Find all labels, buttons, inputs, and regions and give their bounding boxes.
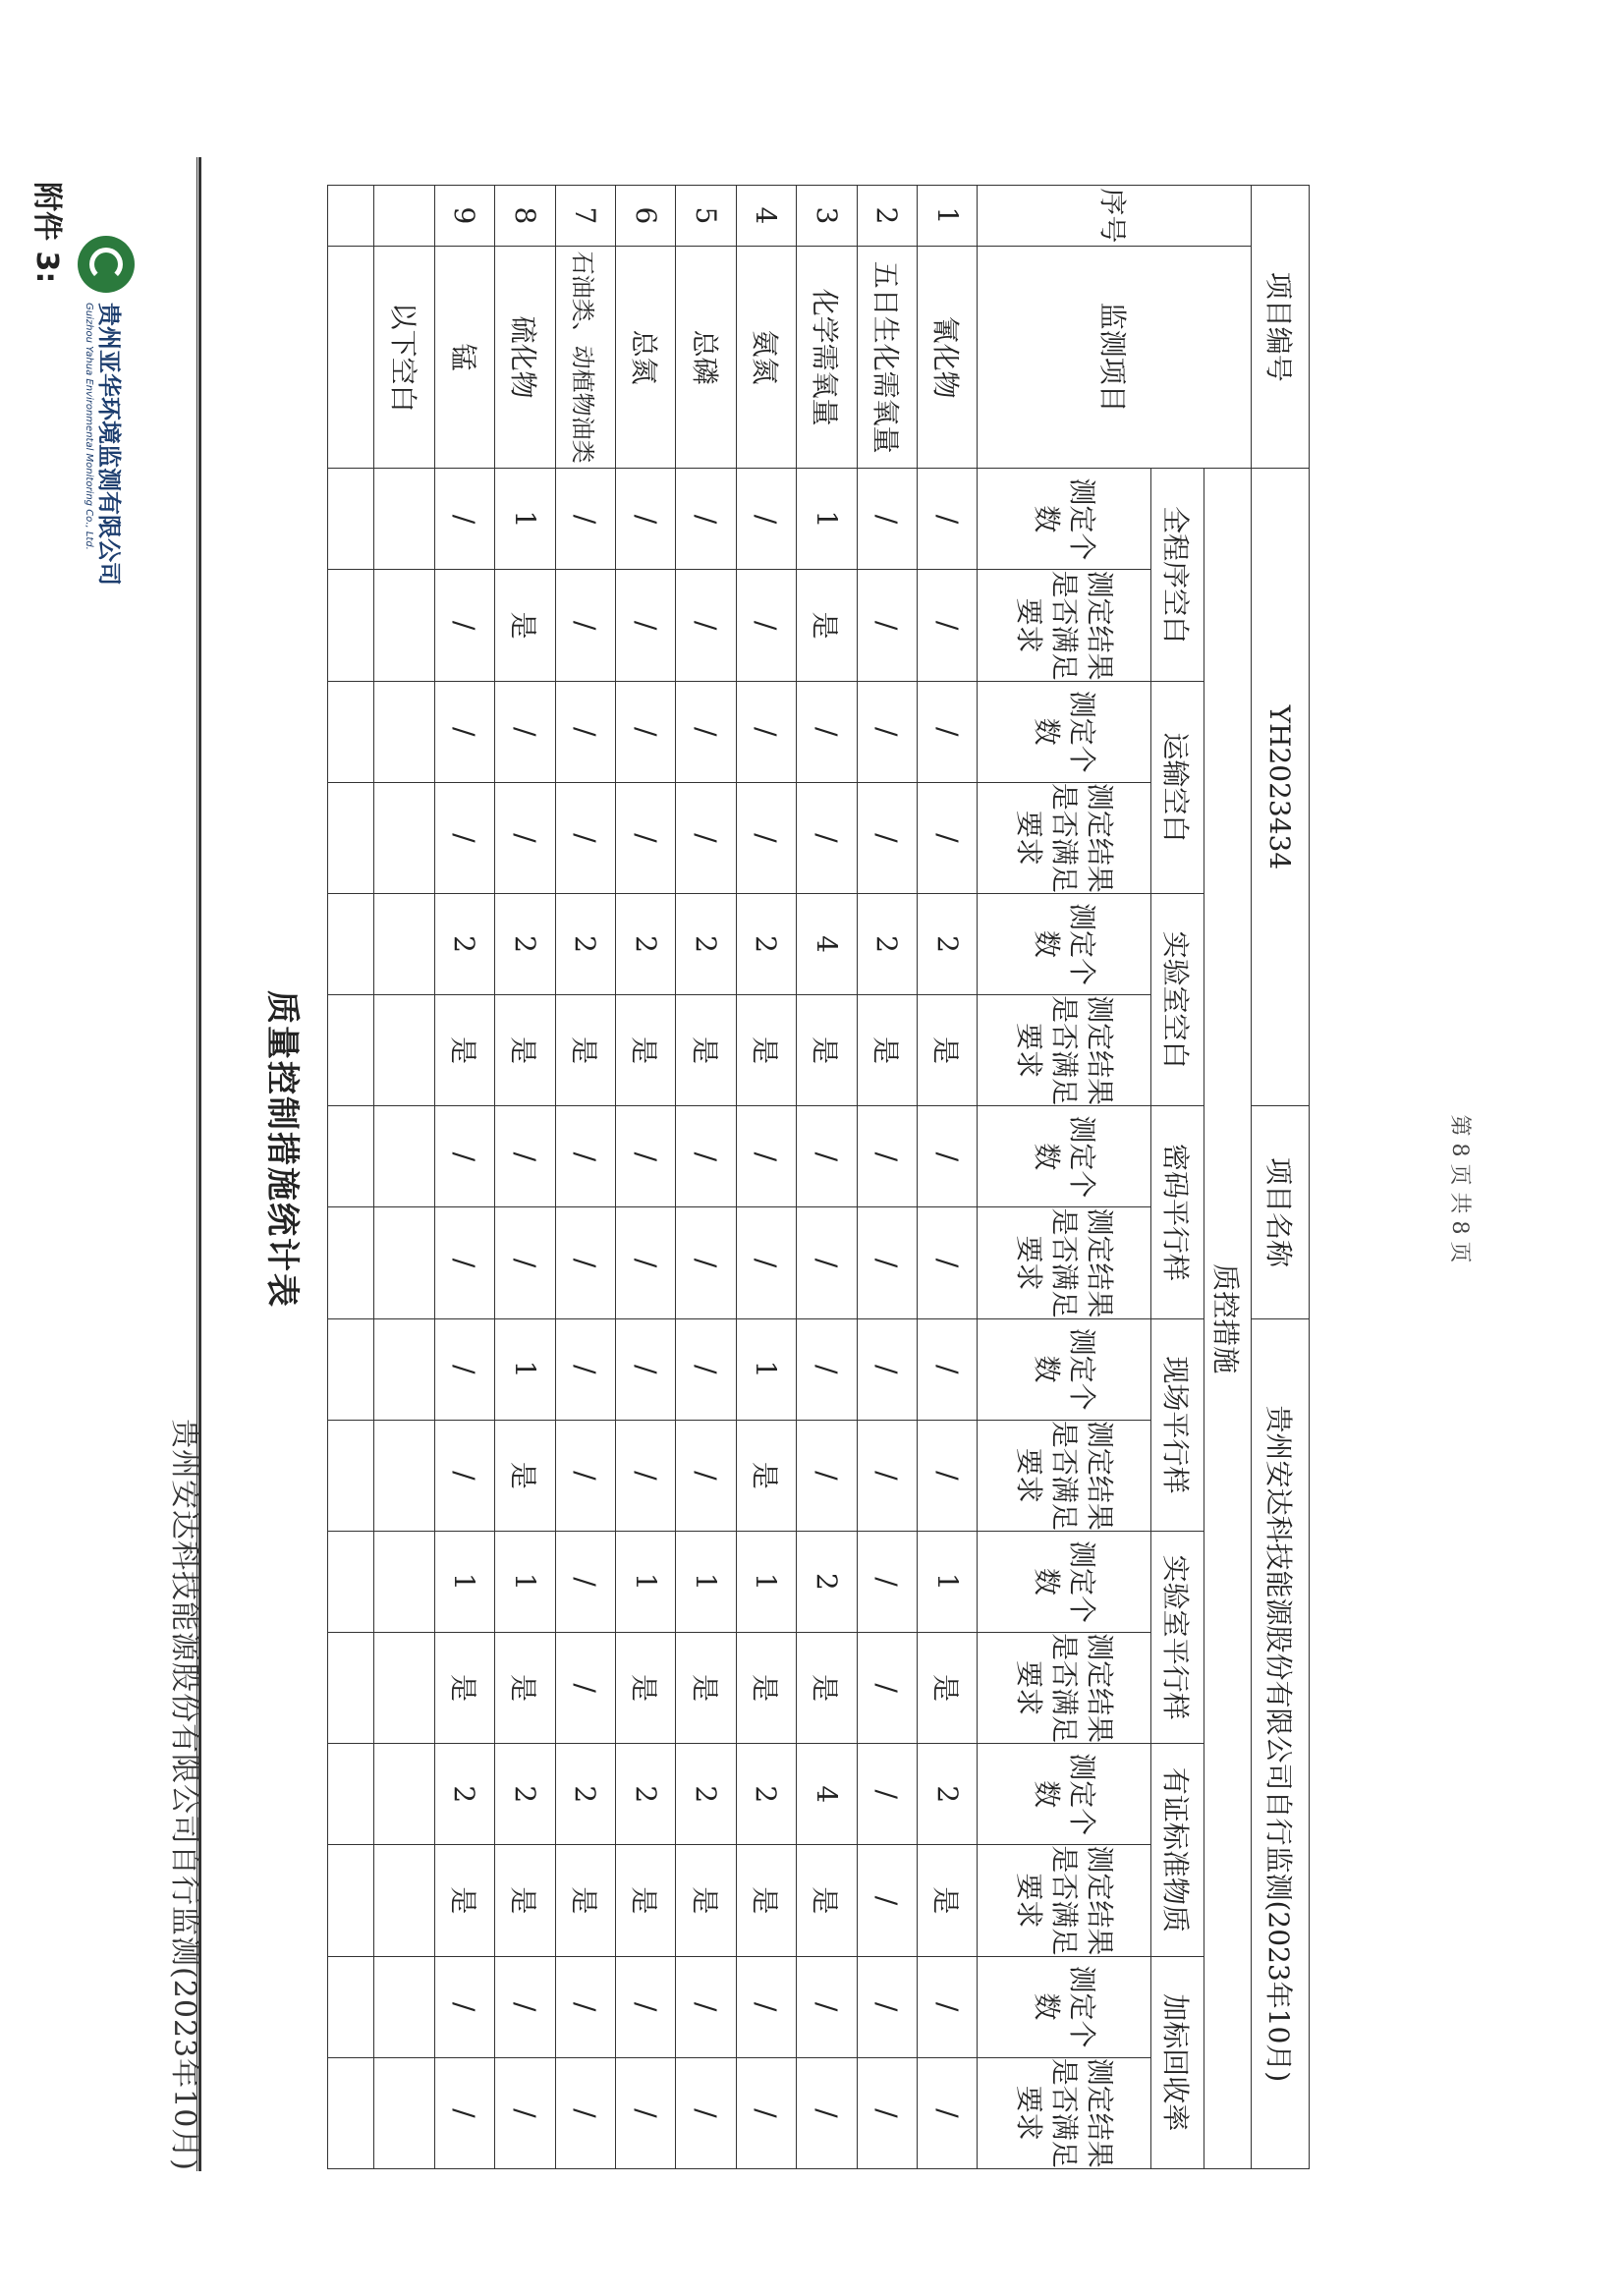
row-seq: 4 [736, 186, 796, 247]
row-cell: 2 [917, 894, 977, 995]
row-cell: 是 [917, 1845, 977, 1956]
row-cell: 1 [676, 1531, 736, 1632]
row-cell: / [797, 1318, 857, 1420]
qc-statistics-table [327, 185, 1310, 2169]
row-cell: 是 [615, 995, 675, 1106]
row-cell: 是 [797, 570, 857, 681]
group-header-2: 实验室空白 [1151, 894, 1204, 1106]
row-cell: 1 [797, 469, 857, 570]
row-cell: / [917, 1318, 977, 1420]
row-cell: 2 [676, 894, 736, 995]
row-cell: / [736, 782, 796, 893]
row-cell: / [736, 1207, 796, 1318]
row-cell: / [797, 1106, 857, 1207]
row-cell: / [676, 1318, 736, 1420]
row-cell: / [857, 1531, 917, 1632]
row-cell: / [555, 1420, 615, 1531]
row-cell: 是 [736, 1632, 796, 1743]
item-header: 监测项目 [978, 246, 1252, 469]
row-cell: 1 [495, 1318, 555, 1420]
row-cell: / [615, 782, 675, 893]
row-cell: / [797, 1956, 857, 2057]
row-cell: 2 [555, 1744, 615, 1845]
row-cell: / [797, 782, 857, 893]
row-cell: / [495, 1106, 555, 1207]
sub-header-count: 测定个数 [978, 1531, 1151, 1632]
table-row-end-note [374, 186, 434, 2169]
row-seq: 7 [555, 186, 615, 247]
row-cell: 1 [736, 1318, 796, 1420]
row-cell: / [495, 782, 555, 893]
row-cell: / [434, 1956, 494, 2057]
row-cell: / [676, 681, 736, 782]
row-cell: / [857, 469, 917, 570]
row-cell: / [615, 1420, 675, 1531]
table-row [676, 186, 736, 2169]
sub-header-pass: 测定结果是否满足要求 [978, 782, 1151, 893]
row-cell: 是 [495, 1420, 555, 1531]
row-cell: 2 [434, 894, 494, 995]
row-cell: 4 [797, 1744, 857, 1845]
row-cell: / [555, 1106, 615, 1207]
row-cell: / [676, 1106, 736, 1207]
row-cell: / [434, 782, 494, 893]
row-cell: 2 [857, 894, 917, 995]
row-cell: 2 [676, 1744, 736, 1845]
sub-header-pass: 测定结果是否满足要求 [978, 1420, 1151, 1531]
sub-header-count: 测定个数 [978, 1318, 1151, 1420]
row-cell: 是 [495, 1845, 555, 1956]
row-cell: / [857, 1632, 917, 1743]
row-cell: / [495, 1956, 555, 2057]
project-no-label: 项目编号 [1251, 186, 1309, 469]
row-cell: / [615, 2057, 675, 2168]
row-cell: / [736, 570, 796, 681]
row-cell: 是 [917, 995, 977, 1106]
row-cell: / [857, 2057, 917, 2168]
row-cell: 2 [615, 894, 675, 995]
row-cell: 是 [736, 1420, 796, 1531]
row-cell: / [434, 469, 494, 570]
row-cell: / [495, 1207, 555, 1318]
table-row [434, 186, 494, 2169]
row-cell: 2 [736, 894, 796, 995]
row-cell: 1 [495, 469, 555, 570]
logo-name-en: Guizhou Yahua Environmental Monitoring Co., Ltd. [84, 303, 94, 550]
sub-header-count: 测定个数 [978, 469, 1151, 570]
sub-header-pass: 测定结果是否满足要求 [978, 1207, 1151, 1318]
group-header-3: 密码平行样 [1151, 1106, 1204, 1318]
row-cell: / [676, 1207, 736, 1318]
qc-group-header: 质控措施 [1204, 469, 1251, 2169]
group-header-6: 有证标准物质 [1151, 1744, 1204, 1956]
row-cell: / [615, 570, 675, 681]
row-cell: / [857, 1106, 917, 1207]
row-cell: / [676, 1420, 736, 1531]
row-cell: 2 [917, 1744, 977, 1845]
sub-header-count: 测定个数 [978, 1956, 1151, 2057]
row-cell: / [736, 469, 796, 570]
annex-label: 附件 3: [29, 182, 64, 284]
row-cell: 1 [736, 1531, 796, 1632]
project-name-label: 项目名称 [1251, 1106, 1309, 1318]
row-cell: / [615, 1106, 675, 1207]
row-cell: / [857, 681, 917, 782]
row-cell: 4 [797, 894, 857, 995]
row-item: 锰 [434, 246, 494, 469]
sub-header-count: 测定个数 [978, 1106, 1151, 1207]
row-cell: / [797, 1207, 857, 1318]
row-cell: / [857, 1207, 917, 1318]
row-cell: / [434, 570, 494, 681]
row-cell: / [676, 469, 736, 570]
sub-header-count: 测定个数 [978, 894, 1151, 995]
row-cell: / [615, 1956, 675, 2057]
row-cell: / [555, 1207, 615, 1318]
row-cell: / [857, 1956, 917, 2057]
row-cell: / [555, 681, 615, 782]
row-cell: / [434, 1207, 494, 1318]
row-cell: / [917, 1207, 977, 1318]
row-cell: 是 [555, 1845, 615, 1956]
row-cell: / [434, 1420, 494, 1531]
row-cell: / [615, 681, 675, 782]
row-cell: 2 [797, 1531, 857, 1632]
row-cell: 2 [736, 1744, 796, 1845]
row-cell: / [857, 1318, 917, 1420]
row-cell: / [615, 1207, 675, 1318]
row-cell: 是 [917, 1632, 977, 1743]
logo-icon [78, 236, 135, 293]
row-cell: / [917, 1956, 977, 2057]
row-seq: 3 [797, 186, 857, 247]
row-item: 化学需氧量 [797, 246, 857, 469]
row-cell: / [917, 469, 977, 570]
row-seq: 5 [676, 186, 736, 247]
row-cell: 2 [615, 1744, 675, 1845]
row-item: 氰化物 [917, 246, 977, 469]
group-header-0: 全程序空白 [1151, 469, 1204, 681]
row-cell: 是 [615, 1845, 675, 1956]
row-cell: / [555, 1956, 615, 2057]
row-cell: / [676, 2057, 736, 2168]
table-row-empty [328, 186, 374, 2169]
row-cell: 是 [676, 995, 736, 1106]
row-cell: / [736, 2057, 796, 2168]
row-cell: / [495, 681, 555, 782]
seq-header: 序号 [978, 186, 1252, 247]
row-item: 总氮 [615, 246, 675, 469]
sub-header-pass: 测定结果是否满足要求 [978, 570, 1151, 681]
row-cell: / [555, 2057, 615, 2168]
row-cell: / [917, 1420, 977, 1531]
project-name-value: 贵州安达科技能源股份有限公司自行监测(2023年10月) [1251, 1318, 1309, 2168]
row-cell: 是 [676, 1632, 736, 1743]
row-cell: / [434, 2057, 494, 2168]
row-cell: / [736, 1956, 796, 2057]
page-footer: 第 8 页 共 8 页 [1447, 1114, 1472, 1263]
row-cell: / [555, 469, 615, 570]
row-cell: / [797, 681, 857, 782]
row-cell: / [676, 782, 736, 893]
sub-header-pass: 测定结果是否满足要求 [978, 2057, 1151, 2168]
table-row [495, 186, 555, 2169]
row-cell: / [434, 1106, 494, 1207]
row-cell: / [736, 1106, 796, 1207]
row-cell: 是 [495, 995, 555, 1106]
row-cell: 是 [857, 995, 917, 1106]
header-rule [198, 157, 201, 2171]
table-row [615, 186, 675, 2169]
row-cell: 1 [917, 1531, 977, 1632]
row-cell: 是 [797, 1632, 857, 1743]
table-row [555, 186, 615, 2169]
row-cell: / [555, 1632, 615, 1743]
group-header-1: 运输空白 [1151, 681, 1204, 893]
row-cell: / [917, 2057, 977, 2168]
sub-header-pass: 测定结果是否满足要求 [978, 1845, 1151, 1956]
row-cell: 是 [615, 1632, 675, 1743]
row-cell: / [857, 1845, 917, 1956]
row-cell: / [676, 570, 736, 681]
row-cell: 1 [615, 1531, 675, 1632]
sub-header-count: 测定个数 [978, 1744, 1151, 1845]
row-seq: 9 [434, 186, 494, 247]
table-row [797, 186, 857, 2169]
row-cell: / [857, 570, 917, 681]
table-row [917, 186, 977, 2169]
row-cell: / [797, 1420, 857, 1531]
row-cell: 是 [495, 570, 555, 681]
row-cell: / [917, 1106, 977, 1207]
row-cell: 是 [434, 1845, 494, 1956]
sub-header-pass: 测定结果是否满足要求 [978, 1632, 1151, 1743]
row-cell: 1 [495, 1531, 555, 1632]
row-cell: / [797, 2057, 857, 2168]
row-cell: / [555, 1318, 615, 1420]
row-cell: / [555, 570, 615, 681]
row-cell: / [434, 681, 494, 782]
row-cell: 是 [555, 995, 615, 1106]
row-cell: / [917, 681, 977, 782]
table-row [857, 186, 917, 2169]
row-cell: 2 [434, 1744, 494, 1845]
group-header-4: 现场平行样 [1151, 1318, 1204, 1531]
end-note: 以下空白 [374, 246, 434, 469]
company-logo [72, 236, 140, 747]
row-cell: 是 [797, 1845, 857, 1956]
row-cell: / [917, 782, 977, 893]
row-cell: / [857, 1744, 917, 1845]
row-cell: 是 [736, 1845, 796, 1956]
row-item: 石油类、动植物油类 [555, 246, 615, 469]
table-row [736, 186, 796, 2169]
row-item: 总磷 [676, 246, 736, 469]
row-cell: / [434, 1318, 494, 1420]
sub-header-pass: 测定结果是否满足要求 [978, 995, 1151, 1106]
row-cell: 是 [434, 995, 494, 1106]
row-cell: 是 [676, 1845, 736, 1956]
table-title: 质量控制措施统计表 [262, 990, 302, 1309]
row-item: 硫化物 [495, 246, 555, 469]
row-seq: 2 [857, 186, 917, 247]
row-cell: / [676, 1956, 736, 2057]
row-cell: 是 [736, 995, 796, 1106]
row-seq: 8 [495, 186, 555, 247]
sub-header-count: 测定个数 [978, 681, 1151, 782]
row-cell: 2 [495, 894, 555, 995]
row-cell: / [615, 1318, 675, 1420]
group-header-5: 实验室平行样 [1151, 1531, 1204, 1743]
row-cell: 2 [495, 1744, 555, 1845]
row-cell: / [555, 1531, 615, 1632]
row-cell: / [615, 469, 675, 570]
row-cell: / [857, 1420, 917, 1531]
header-company-title: 贵州安达科技能源股份有限公司自行监测(2023年10月) [167, 1419, 201, 2171]
header-rule-thin [196, 157, 197, 2171]
row-cell: / [555, 782, 615, 893]
row-cell: / [736, 681, 796, 782]
row-seq: 6 [615, 186, 675, 247]
row-cell: / [917, 570, 977, 681]
row-item: 氨氮 [736, 246, 796, 469]
row-cell: / [495, 2057, 555, 2168]
row-seq: 1 [917, 186, 977, 247]
row-cell: / [857, 782, 917, 893]
row-item: 五日生化需氧量 [857, 246, 917, 469]
row-cell: 是 [797, 995, 857, 1106]
group-header-7: 加标回收率 [1151, 1956, 1204, 2168]
row-cell: 是 [434, 1632, 494, 1743]
logo-name-cn: 贵州亚华环境监测有限公司 [95, 303, 123, 586]
row-cell: 2 [555, 894, 615, 995]
row-cell: 1 [434, 1531, 494, 1632]
row-cell: 是 [495, 1632, 555, 1743]
project-no-value: YH2023434 [1251, 469, 1309, 1106]
